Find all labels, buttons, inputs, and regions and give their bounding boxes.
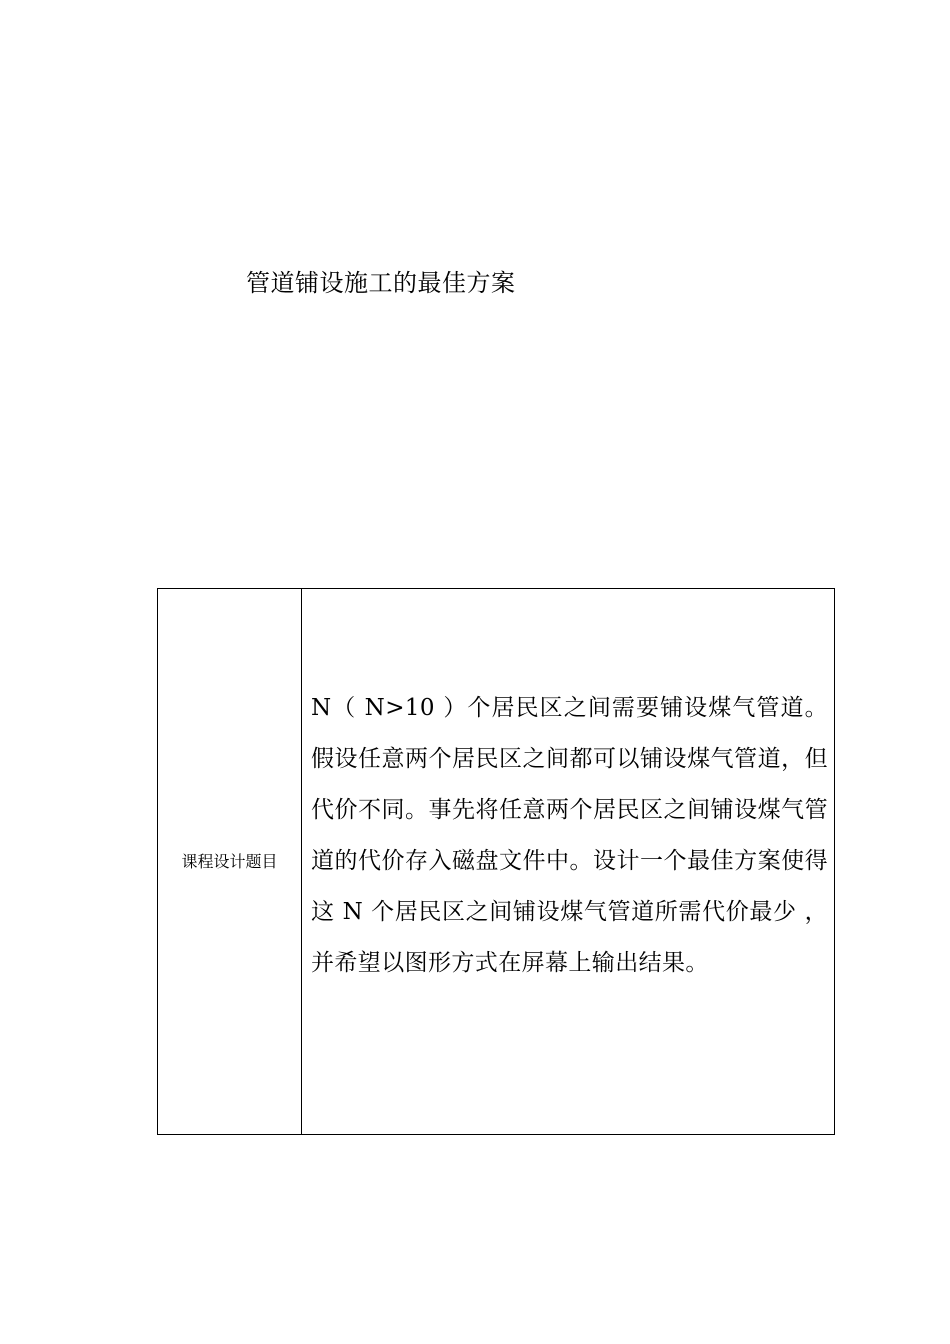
table-label: 课程设计题目 <box>181 851 278 871</box>
assignment-table <box>157 588 835 1135</box>
page-title: 管道铺设施工的最佳方案 <box>246 269 516 297</box>
assignment-description: N（ N>10 ）个居民区之间需要铺设煤气管道。假设任意两个居民区之间都可以铺设煤气管道，但代价不同。事先将任意两个居民区之间铺设煤气管道的代价存入磁盘文件中。设计一个最佳方案使得这 N 个居民区之间铺设煤气管道所需代价最少 ，并希望以图形方式在屏幕上输出结果。 <box>311 695 828 976</box>
table-content-cell <box>302 589 834 1134</box>
table-label-cell <box>158 589 302 1134</box>
